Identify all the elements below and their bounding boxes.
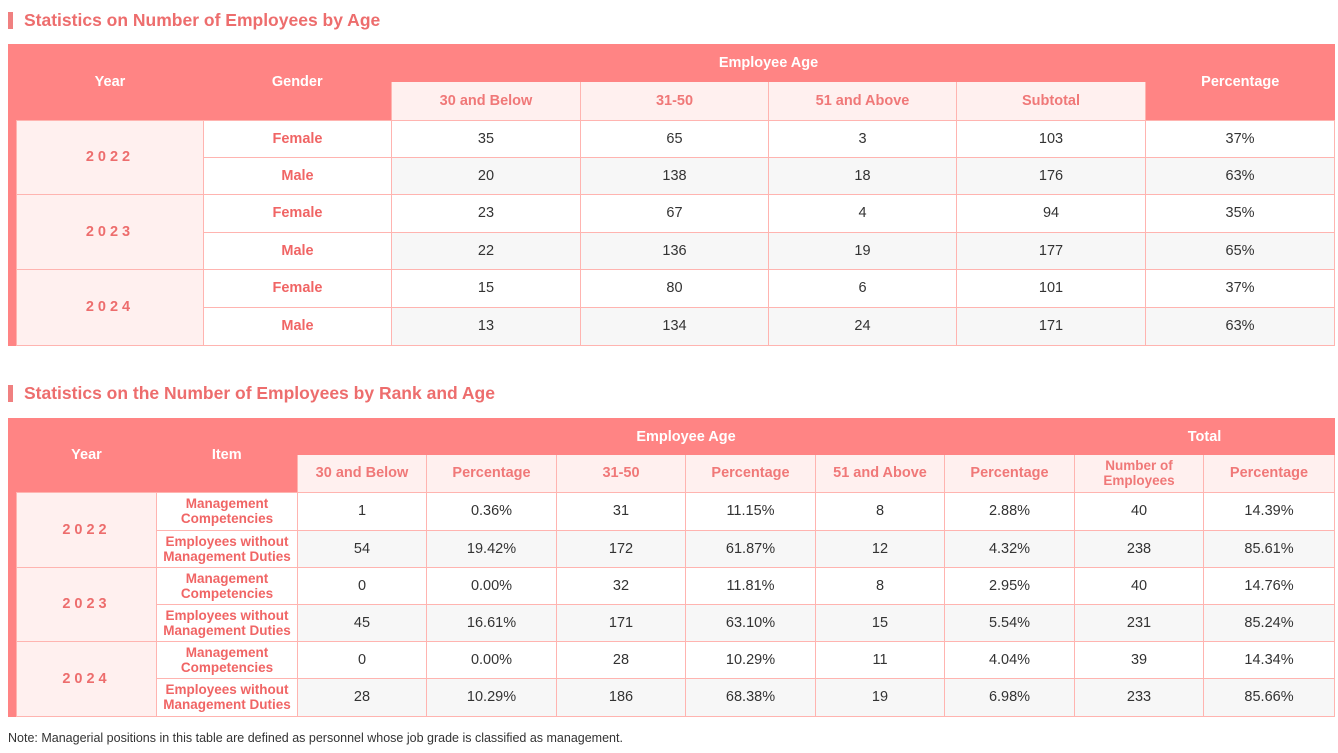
- value-cell: 37%: [1146, 120, 1335, 157]
- year-cell: 2022: [17, 492, 157, 567]
- value-cell: 2.95%: [945, 567, 1075, 604]
- value-cell: 28: [557, 641, 686, 678]
- value-cell: 65%: [1146, 232, 1335, 269]
- rank-sub-header: Percentage: [427, 455, 557, 492]
- gender-header: Gender: [204, 44, 392, 120]
- table-row: [17, 269, 1335, 307]
- gender-cell: Female: [204, 120, 392, 157]
- item-cell: Employees without Management Duties: [157, 530, 298, 567]
- value-cell: 22: [392, 232, 581, 269]
- rank-sub-header: 31-50: [557, 455, 686, 492]
- value-cell: 12: [816, 530, 945, 567]
- value-cell: 63%: [1146, 157, 1335, 194]
- value-cell: 15: [816, 604, 945, 641]
- table-row: [17, 641, 1335, 678]
- value-cell: 171: [557, 604, 686, 641]
- value-cell: 0.00%: [427, 567, 557, 604]
- table-row: [17, 604, 1335, 641]
- value-cell: 40: [1075, 492, 1204, 530]
- title-marker: [8, 385, 13, 402]
- total-header: Total: [1075, 418, 1335, 455]
- value-cell: 65: [581, 120, 769, 157]
- value-cell: 6.98%: [945, 678, 1075, 716]
- value-cell: 134: [581, 307, 769, 345]
- value-cell: 14.34%: [1204, 641, 1335, 678]
- year-cell: 2024: [17, 269, 204, 345]
- value-cell: 10.29%: [686, 641, 816, 678]
- value-cell: 11.81%: [686, 567, 816, 604]
- value-cell: 4: [769, 194, 957, 232]
- value-cell: 37%: [1146, 269, 1335, 307]
- table-row: [17, 530, 1335, 567]
- value-cell: 10.29%: [427, 678, 557, 716]
- year-cell: 2024: [17, 641, 157, 716]
- item-cell: Employees without Management Duties: [157, 678, 298, 716]
- age-section-title-text: Statistics on Number of Employees by Age: [24, 10, 381, 30]
- item-cell: Management Competencies: [157, 492, 298, 530]
- value-cell: 1: [298, 492, 427, 530]
- value-cell: 35%: [1146, 194, 1335, 232]
- footnote: Note: Managerial positions in this table are defined as personnel whose job grade is classified as management.: [8, 731, 623, 745]
- rank-sub-header: Percentage: [1204, 455, 1335, 492]
- value-cell: 238: [1075, 530, 1204, 567]
- value-cell: 94: [957, 194, 1146, 232]
- value-cell: 231: [1075, 604, 1204, 641]
- value-cell: 19.42%: [427, 530, 557, 567]
- item-cell: Management Competencies: [157, 567, 298, 604]
- rank-table: [16, 418, 1335, 717]
- table-row: [17, 120, 1335, 157]
- rank-sub-header: Number of Employees: [1075, 455, 1204, 492]
- value-cell: 13: [392, 307, 581, 345]
- value-cell: 40: [1075, 567, 1204, 604]
- value-cell: 20: [392, 157, 581, 194]
- value-cell: 233: [1075, 678, 1204, 716]
- rank-sub-header: Percentage: [945, 455, 1075, 492]
- rank-section-title: [8, 383, 495, 404]
- value-cell: 172: [557, 530, 686, 567]
- value-cell: 68.38%: [686, 678, 816, 716]
- value-cell: 80: [581, 269, 769, 307]
- value-cell: 85.66%: [1204, 678, 1335, 716]
- item-cell: Management Competencies: [157, 641, 298, 678]
- value-cell: 63%: [1146, 307, 1335, 345]
- year-cell: 2022: [17, 120, 204, 194]
- value-cell: 24: [769, 307, 957, 345]
- value-cell: 176: [957, 157, 1146, 194]
- value-cell: 6: [769, 269, 957, 307]
- rank-sub-header: 30 and Below: [298, 455, 427, 492]
- value-cell: 39: [1075, 641, 1204, 678]
- gender-cell: Female: [204, 194, 392, 232]
- employee-age-header: Employee Age: [392, 44, 1146, 82]
- value-cell: 63.10%: [686, 604, 816, 641]
- value-cell: 18: [769, 157, 957, 194]
- value-cell: 85.61%: [1204, 530, 1335, 567]
- title-marker: [8, 12, 13, 29]
- gender-cell: Male: [204, 232, 392, 269]
- value-cell: 19: [816, 678, 945, 716]
- rank-section-title-text: Statistics on the Number of Employees by Rank and Age: [24, 383, 495, 403]
- value-cell: 5.54%: [945, 604, 1075, 641]
- employee-age-header: Employee Age: [298, 418, 1075, 455]
- value-cell: 8: [816, 567, 945, 604]
- value-cell: 14.39%: [1204, 492, 1335, 530]
- value-cell: 0.36%: [427, 492, 557, 530]
- value-cell: 3: [769, 120, 957, 157]
- age-sub-header: 51 and Above: [769, 82, 957, 120]
- year-header: Year: [17, 418, 157, 492]
- value-cell: 2.88%: [945, 492, 1075, 530]
- value-cell: 186: [557, 678, 686, 716]
- table-row: [17, 567, 1335, 604]
- age-sub-header: 30 and Below: [392, 82, 581, 120]
- gender-cell: Female: [204, 269, 392, 307]
- year-header: Year: [17, 44, 204, 120]
- percentage-header: Percentage: [1146, 44, 1335, 120]
- value-cell: 11: [816, 641, 945, 678]
- value-cell: 11.15%: [686, 492, 816, 530]
- table-row: [17, 157, 1335, 194]
- item-cell: Employees without Management Duties: [157, 604, 298, 641]
- year-cell: 2023: [17, 567, 157, 641]
- age-sub-header: 31-50: [581, 82, 769, 120]
- value-cell: 28: [298, 678, 427, 716]
- value-cell: 15: [392, 269, 581, 307]
- value-cell: 0: [298, 641, 427, 678]
- value-cell: 4.32%: [945, 530, 1075, 567]
- value-cell: 67: [581, 194, 769, 232]
- value-cell: 19: [769, 232, 957, 269]
- value-cell: 8: [816, 492, 945, 530]
- value-cell: 0.00%: [427, 641, 557, 678]
- table-row: [17, 307, 1335, 345]
- year-cell: 2023: [17, 194, 204, 269]
- value-cell: 31: [557, 492, 686, 530]
- value-cell: 23: [392, 194, 581, 232]
- table-row: [17, 194, 1335, 232]
- value-cell: 138: [581, 157, 769, 194]
- value-cell: 0: [298, 567, 427, 604]
- value-cell: 14.76%: [1204, 567, 1335, 604]
- value-cell: 177: [957, 232, 1146, 269]
- value-cell: 45: [298, 604, 427, 641]
- age-sub-header: Subtotal: [957, 82, 1146, 120]
- value-cell: 103: [957, 120, 1146, 157]
- age-table: [16, 44, 1335, 346]
- value-cell: 136: [581, 232, 769, 269]
- value-cell: 4.04%: [945, 641, 1075, 678]
- table-row: [17, 492, 1335, 530]
- age-table-container: [8, 44, 1334, 346]
- value-cell: 101: [957, 269, 1146, 307]
- item-header: Item: [157, 418, 298, 492]
- table-row: [17, 678, 1335, 716]
- value-cell: 16.61%: [427, 604, 557, 641]
- value-cell: 35: [392, 120, 581, 157]
- value-cell: 61.87%: [686, 530, 816, 567]
- value-cell: 171: [957, 307, 1146, 345]
- gender-cell: Male: [204, 157, 392, 194]
- table-row: [17, 232, 1335, 269]
- value-cell: 54: [298, 530, 427, 567]
- value-cell: 32: [557, 567, 686, 604]
- rank-sub-header: 51 and Above: [816, 455, 945, 492]
- age-section-title: [8, 10, 380, 31]
- gender-cell: Male: [204, 307, 392, 345]
- rank-sub-header: Percentage: [686, 455, 816, 492]
- value-cell: 85.24%: [1204, 604, 1335, 641]
- rank-table-container: [8, 418, 1334, 717]
